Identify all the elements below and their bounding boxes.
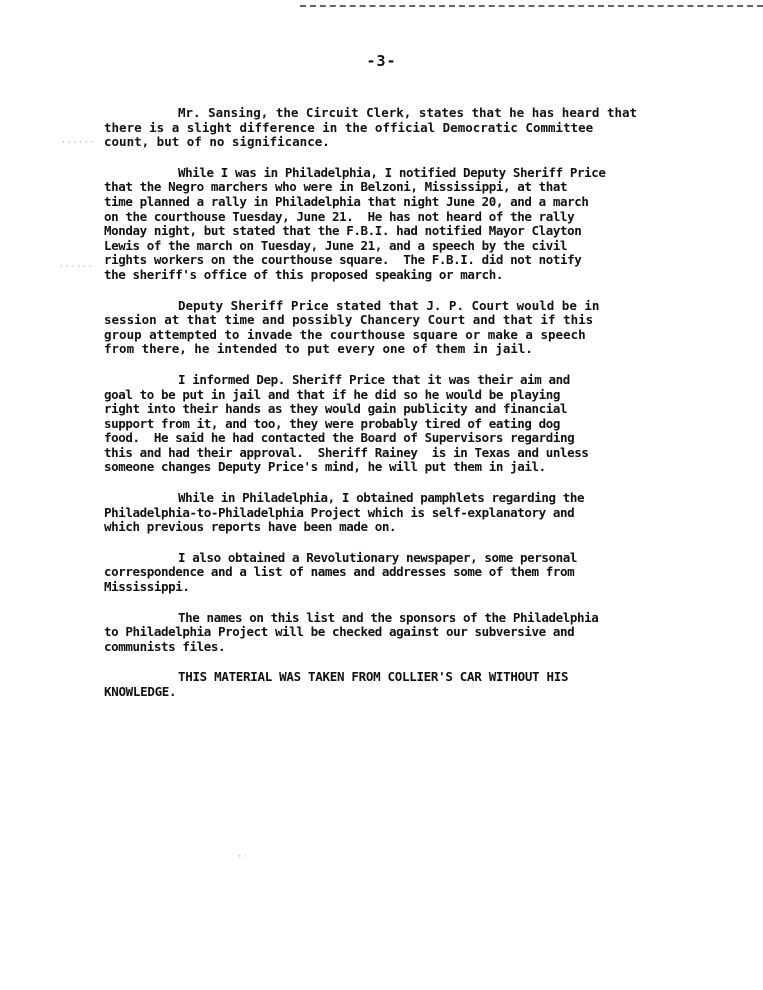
paragraph-jail-aim — [104, 373, 744, 475]
text-line: rights workers on the courthouse square. The F.B.I. did not notify — [104, 252, 582, 268]
text-line: While in Philadelphia, I obtained pamphlets regarding the — [178, 490, 585, 506]
text-line: communists files. — [104, 638, 226, 654]
document-body — [104, 106, 744, 716]
text-line: there is a slight difference in the official Democratic Committee — [104, 119, 594, 135]
paragraph-circuit-clerk — [104, 106, 744, 150]
text-line: to Philadelphia Project will be checked against our subversive and — [104, 624, 575, 640]
text-line: Lewis of the march on Tuesday, June 21, and a speech by the civil — [104, 237, 568, 253]
text-line: right into their hands as they would gain publicity and financial — [104, 401, 568, 417]
text-line: which previous reports have been made on. — [104, 519, 397, 535]
text-line: from there, he intended to put every one of them in jail. — [104, 341, 533, 357]
paragraph-newspaper — [104, 551, 744, 595]
text-line: this and had their approval. Sheriff Rainey is in Texas and unless — [104, 444, 589, 460]
text-line: While I was in Philadelphia, I notified Deputy Sheriff Price — [178, 164, 606, 180]
text-line: food. He said he had contacted the Board of Supervisors regarding — [104, 430, 575, 446]
margin-scan-mark: · · · · · · — [60, 262, 92, 272]
text-line: I also obtained a Revolutionary newspaper, some personal — [178, 549, 578, 565]
top-edge-rule — [300, 5, 763, 7]
text-line: goal to be put in jail and that if he did so he would be playing — [104, 386, 561, 402]
text-line: count, but of no significance. — [104, 134, 330, 150]
text-line: group attempted to invade the courthouse square or make a speech — [104, 326, 586, 342]
scan-speck: · · — [238, 852, 247, 862]
paragraph-names-list — [104, 611, 744, 655]
text-line: THIS MATERIAL WAS TAKEN FROM COLLIER'S CAR WITHOUT HIS — [178, 669, 569, 685]
paragraph-material-notice — [104, 670, 744, 699]
paragraph-notified-deputy — [104, 166, 744, 283]
text-line: someone changes Deputy Price's mind, he will put them in jail. — [104, 459, 546, 475]
text-line: Mississippi. — [104, 579, 190, 595]
text-line: KNOWLEDGE. — [104, 684, 177, 699]
text-line: Mr. Sansing, the Circuit Clerk, states that he has heard that — [178, 105, 638, 120]
text-line: time planned a rally in Philadelphia that night June 20, and a march — [104, 193, 589, 209]
text-line: The names on this list and the sponsors of the Philadelphia — [178, 609, 599, 625]
page-number: -3- — [366, 52, 397, 70]
paragraph-court-session — [104, 299, 744, 357]
text-line: Deputy Sheriff Price stated that J. P. Court would be in — [178, 297, 600, 313]
text-line: on the courthouse Tuesday, June 21. He has not heard of the rally — [104, 208, 575, 224]
margin-scan-mark: · · · · · · — [62, 138, 94, 148]
text-line: that the Negro marchers who were in Belzoni, Mississippi, at that — [104, 179, 568, 195]
text-line: Monday night, but stated that the F.B.I. had notified Mayor Clayton — [104, 223, 582, 239]
paragraph-pamphlets — [104, 491, 744, 535]
text-line: support from it, and too, they were probably tired of eating dog — [104, 415, 561, 431]
text-line: correspondence and a list of names and addresses some of them from — [104, 564, 575, 580]
text-line: Philadelphia-to-Philadelphia Project which is self-explanatory and — [104, 504, 575, 520]
text-line: session at that time and possibly Chancery Court and that if this — [104, 312, 594, 328]
text-line: the sheriff's office of this proposed speaking or march. — [104, 266, 504, 282]
text-line: I informed Dep. Sheriff Price that it was their aim and — [178, 371, 570, 387]
